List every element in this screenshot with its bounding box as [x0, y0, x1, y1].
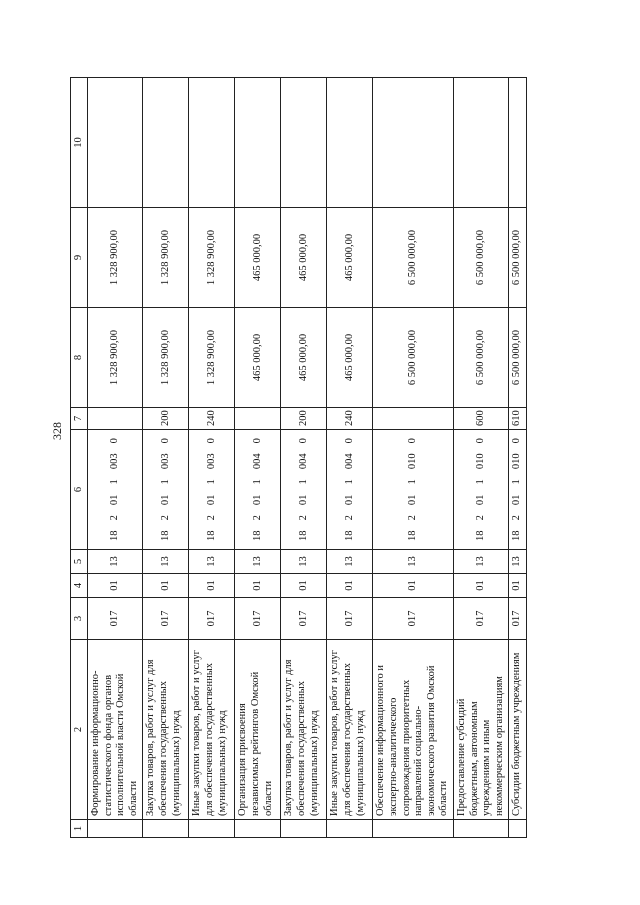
table-row: [509, 78, 527, 838]
kcsr-part: 003: [159, 453, 171, 470]
kcsr-part: 2: [251, 515, 263, 521]
cell-col1: [327, 820, 373, 838]
kcsr-part: 0: [406, 438, 418, 444]
cell-gr: 017: [327, 598, 373, 640]
cell-name: Закупка товаров, работ и услуг для обеспечения государственных (муниципальных) нужд: [143, 640, 189, 820]
cell-gr: 017: [281, 598, 327, 640]
kcsr-part: 003: [205, 453, 217, 470]
kcsr-part: 1: [406, 479, 418, 485]
kcsr-part: 0: [251, 438, 263, 444]
cell-rz: 01: [281, 574, 327, 598]
cell-amount-2: 6 500 000,00: [509, 208, 527, 308]
cell-vr: 200: [281, 408, 327, 430]
kcsr-part: 0: [297, 438, 309, 444]
cell-pr: 13: [509, 550, 527, 574]
kcsr-part: 004: [251, 453, 263, 470]
cell-name: Закупка товаров, работ и услуг для обеспечения государственных (муниципальных) нужд: [281, 640, 327, 820]
kcsr-part: 18: [205, 530, 217, 541]
cell-gr: 017: [373, 598, 454, 640]
cell-name: Предоставление субсидий бюджетным, автономным учреждениям и иным некоммерческим организациям: [453, 640, 508, 820]
cell-rz: 01: [143, 574, 189, 598]
table-row: [453, 78, 508, 838]
table-row: [281, 78, 327, 838]
kcsr-part: 003: [108, 453, 120, 470]
cell-col1: [143, 820, 189, 838]
cell-amount: 465 000,00: [327, 308, 373, 408]
cell-pr: 13: [143, 550, 189, 574]
kcsr-part: 18: [108, 530, 120, 541]
cell-rz: 01: [453, 574, 508, 598]
kcsr-part: 2: [205, 515, 217, 521]
cell-name: Иные закупки товаров, работ и услуг для обеспечения государственных (муниципальных) нужд: [327, 640, 373, 820]
cell-col10: [281, 78, 327, 208]
kcsr-part: 2: [297, 515, 309, 521]
cell-vr: [373, 408, 454, 430]
header-cell: 2: [71, 640, 88, 820]
cell-amount: 465 000,00: [235, 308, 281, 408]
cell-amount: 1 328 900,00: [189, 308, 235, 408]
header-cell: 5: [71, 550, 88, 574]
table-row: [88, 78, 143, 838]
cell-rz: 01: [373, 574, 454, 598]
header-cell: 6: [71, 430, 88, 550]
kcsr-part: 2: [474, 515, 486, 521]
cell-col10: [235, 78, 281, 208]
cell-amount: 1 328 900,00: [88, 308, 143, 408]
cell-kcsr: [327, 430, 373, 550]
cell-kcsr: [235, 430, 281, 550]
cell-kcsr: [373, 430, 454, 550]
cell-rz: 01: [509, 574, 527, 598]
table-row: [143, 78, 189, 838]
kcsr-part: 18: [474, 530, 486, 541]
cell-pr: 13: [281, 550, 327, 574]
cell-col10: [189, 78, 235, 208]
cell-pr: 13: [373, 550, 454, 574]
header-cell: 10: [71, 78, 88, 208]
table-row: [373, 78, 454, 838]
kcsr-part: 18: [251, 530, 263, 541]
cell-amount-2: 1 328 900,00: [143, 208, 189, 308]
table-row: [327, 78, 373, 838]
rotated-table-container: [70, 78, 550, 838]
cell-col10: [327, 78, 373, 208]
kcsr-part: 01: [297, 494, 309, 506]
cell-col10: [453, 78, 508, 208]
cell-amount-2: 1 328 900,00: [88, 208, 143, 308]
kcsr-part: 18: [406, 530, 418, 541]
kcsr-part: 01: [511, 494, 523, 506]
kcsr-part: 0: [159, 438, 171, 444]
kcsr-part: 01: [406, 494, 418, 506]
kcsr-part: 010: [474, 453, 486, 470]
kcsr-part: 0: [511, 438, 523, 444]
kcsr-part: 004: [297, 453, 309, 470]
cell-pr: 13: [453, 550, 508, 574]
kcsr-part: 1: [251, 479, 263, 485]
kcsr-part: 0: [343, 438, 355, 444]
header-cell: 3: [71, 598, 88, 640]
header-cell: 9: [71, 208, 88, 308]
kcsr-part: 1: [159, 479, 171, 485]
cell-vr: [235, 408, 281, 430]
cell-amount-2: 465 000,00: [281, 208, 327, 308]
cell-gr: 017: [143, 598, 189, 640]
cell-kcsr: [143, 430, 189, 550]
cell-rz: 01: [88, 574, 143, 598]
kcsr-part: 010: [406, 453, 418, 470]
cell-col1: [509, 820, 527, 838]
cell-pr: 13: [327, 550, 373, 574]
cell-rz: 01: [235, 574, 281, 598]
cell-gr: 017: [453, 598, 508, 640]
cell-col10: [143, 78, 189, 208]
kcsr-part: 010: [511, 453, 523, 470]
kcsr-part: 1: [474, 479, 486, 485]
kcsr-part: 01: [474, 494, 486, 506]
kcsr-part: 2: [159, 515, 171, 521]
cell-col1: [373, 820, 454, 838]
cell-amount: 1 328 900,00: [143, 308, 189, 408]
cell-name: Иные закупки товаров, работ и услуг для обеспечения государственных (муниципальных) нужд: [189, 640, 235, 820]
cell-vr: [88, 408, 143, 430]
cell-vr: 200: [143, 408, 189, 430]
header-cell: 4: [71, 574, 88, 598]
kcsr-part: 0: [108, 438, 120, 444]
cell-name: Организация присвоения независимых рейтингов Омской области: [235, 640, 281, 820]
cell-amount: 465 000,00: [281, 308, 327, 408]
cell-name: Формирование информационно-статистического фонда органов исполнительной власти Омской области: [88, 640, 143, 820]
kcsr-part: 01: [108, 494, 120, 506]
kcsr-part: 01: [159, 494, 171, 506]
cell-name: Обеспечение информационного и экспертно-аналитического сопровождения приоритетных направлений социально-экономического развития Омской области: [373, 640, 454, 820]
cell-kcsr: [453, 430, 508, 550]
cell-vr: 240: [327, 408, 373, 430]
kcsr-part: 01: [251, 494, 263, 506]
kcsr-part: 1: [343, 479, 355, 485]
cell-amount-2: 465 000,00: [235, 208, 281, 308]
cell-col10: [373, 78, 454, 208]
kcsr-part: 2: [406, 515, 418, 521]
cell-gr: 017: [509, 598, 527, 640]
kcsr-part: 1: [205, 479, 217, 485]
header-row: [71, 78, 88, 838]
cell-amount-2: 1 328 900,00: [189, 208, 235, 308]
kcsr-part: 18: [297, 530, 309, 541]
budget-table: [70, 77, 527, 838]
cell-amount: 6 500 000,00: [453, 308, 508, 408]
table-row: [189, 78, 235, 838]
header-cell: 7: [71, 408, 88, 430]
cell-kcsr: [88, 430, 143, 550]
cell-kcsr: [281, 430, 327, 550]
cell-gr: 017: [235, 598, 281, 640]
cell-vr: 600: [453, 408, 508, 430]
cell-gr: 017: [189, 598, 235, 640]
kcsr-part: 2: [343, 515, 355, 521]
kcsr-part: 2: [108, 515, 120, 521]
cell-amount-2: 6 500 000,00: [453, 208, 508, 308]
kcsr-part: 01: [205, 494, 217, 506]
cell-col1: [453, 820, 508, 838]
cell-vr: 610: [509, 408, 527, 430]
kcsr-part: 1: [297, 479, 309, 485]
cell-col1: [189, 820, 235, 838]
kcsr-part: 004: [343, 453, 355, 470]
cell-pr: 13: [235, 550, 281, 574]
cell-kcsr: [509, 430, 527, 550]
kcsr-part: 0: [205, 438, 217, 444]
cell-amount: 6 500 000,00: [373, 308, 454, 408]
cell-pr: 13: [189, 550, 235, 574]
kcsr-part: 01: [343, 494, 355, 506]
cell-amount: 6 500 000,00: [509, 308, 527, 408]
cell-name: Субсидии бюджетным учреждениям: [509, 640, 527, 820]
page-number: 328: [50, 422, 64, 440]
cell-pr: 13: [88, 550, 143, 574]
cell-rz: 01: [189, 574, 235, 598]
cell-col1: [235, 820, 281, 838]
header-cell: 8: [71, 308, 88, 408]
kcsr-part: 2: [511, 515, 523, 521]
cell-vr: 240: [189, 408, 235, 430]
kcsr-part: 18: [159, 530, 171, 541]
cell-kcsr: [189, 430, 235, 550]
cell-col10: [88, 78, 143, 208]
header-cell: 1: [71, 820, 88, 838]
cell-amount-2: 6 500 000,00: [373, 208, 454, 308]
table-body: [88, 78, 527, 838]
cell-col1: [88, 820, 143, 838]
kcsr-part: 0: [474, 438, 486, 444]
kcsr-part: 18: [343, 530, 355, 541]
cell-amount-2: 465 000,00: [327, 208, 373, 308]
table-row: [235, 78, 281, 838]
cell-gr: 017: [88, 598, 143, 640]
kcsr-part: 1: [108, 479, 120, 485]
cell-rz: 01: [327, 574, 373, 598]
cell-col1: [281, 820, 327, 838]
kcsr-part: 18: [511, 530, 523, 541]
kcsr-part: 1: [511, 479, 523, 485]
cell-col10: [509, 78, 527, 208]
